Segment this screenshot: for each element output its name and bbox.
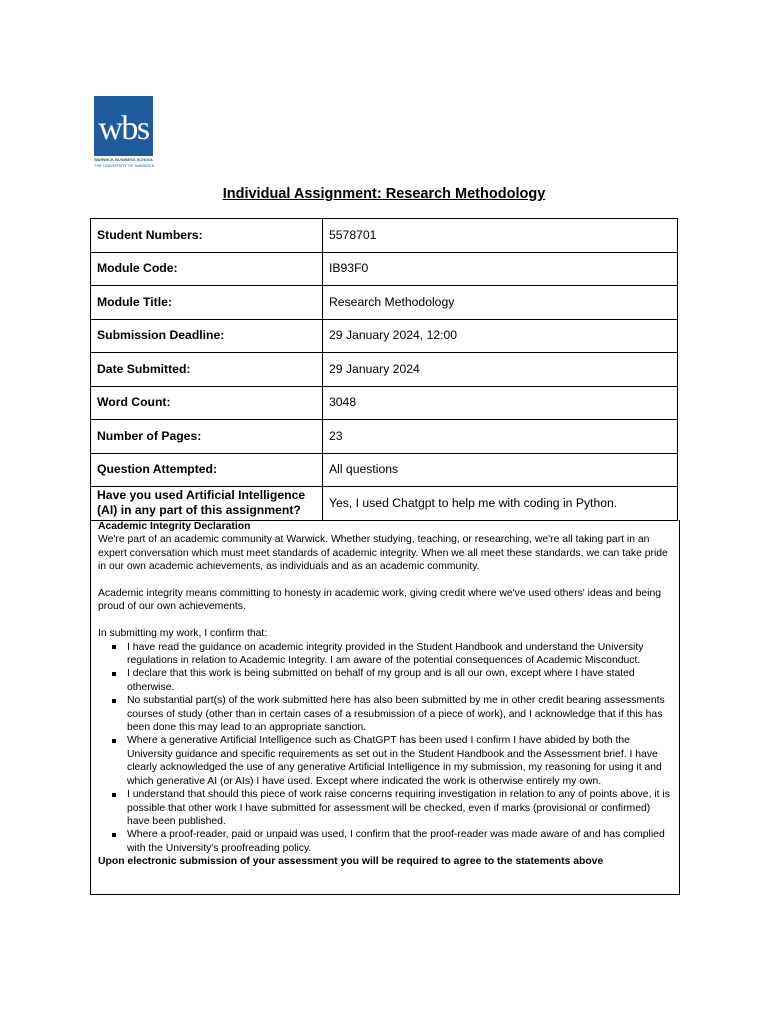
row-value: All questions xyxy=(323,453,678,487)
row-label: Module Code: xyxy=(91,252,323,286)
table-row xyxy=(91,453,678,487)
row-value: 29 January 2024 xyxy=(323,353,678,387)
list-item: I understand that should this piece of work raise concerns requiring investigation in relation to any of points above, it is possible that other work I have submitted for assessment will be checked, even if marks (provisional or confirmed) have been published. xyxy=(127,788,672,828)
row-label: Question Attempted: xyxy=(91,453,323,487)
logo-subtitle-school: WARWICK BUSINESS SCHOOL xyxy=(94,157,154,162)
row-value: 29 January 2024, 12:00 xyxy=(323,319,678,353)
assignment-info-table xyxy=(90,218,678,521)
row-label: Date Submitted: xyxy=(91,353,323,387)
table-row-ai-usage xyxy=(91,487,678,521)
row-label: Module Title: xyxy=(91,286,323,320)
list-item: No substantial part(s) of the work submitted here has also been submitted by me in other credit bearing assessments courses of study (other than in certain cases of a resubmission of a piece of work), and I acknowledge that if this has been done this may lead to an appropriate sanction. xyxy=(127,694,672,734)
table-row xyxy=(91,219,678,253)
table-row xyxy=(91,319,678,353)
declaration-footer: Upon electronic submission of your assessment you will be required to agree to the statements above xyxy=(98,856,604,868)
row-label: Word Count: xyxy=(91,386,323,420)
table-row xyxy=(91,353,678,387)
row-value: Research Methodology xyxy=(323,286,678,320)
table-row xyxy=(91,386,678,420)
logo-subtitle-university: THE UNIVERSITY OF WARWICK xyxy=(94,163,155,168)
list-item: I have read the guidance on academic integrity provided in the Student Handbook and understand the University regulations in relation to Academic Integrity. I am aware of the potential consequences of Academic Misconduct. xyxy=(127,641,672,668)
logo-text: wbs xyxy=(98,110,149,147)
row-value: 3048 xyxy=(323,386,678,420)
row-value: 23 xyxy=(323,420,678,454)
list-item: Where a generative Artificial Intelligence such as ChatGPT has been used I confirm I have abided by both the University guidance and specific requirements as set out in the Student Handbook and the Assessment brief. I have clearly acknowledged the use of any generative Artificial Intelligence in my submission, my reasoning for using it and which generative AI (or AIs) I have used. Except where indicated the work is otherwise entirely my own. xyxy=(127,734,672,788)
row-value: IB93F0 xyxy=(323,252,678,286)
row-label: Have you used Artificial Intelligence (AI) in any part of this assignment? xyxy=(91,487,323,521)
row-value: 5578701 xyxy=(323,219,678,253)
row-label: Number of Pages: xyxy=(91,420,323,454)
declaration-intro: In submitting my work, I confirm that: xyxy=(98,628,268,640)
table-row xyxy=(91,420,678,454)
row-value: Yes, I used Chatgpt to help me with coding in Python. xyxy=(323,487,678,521)
declaration-paragraph: We're part of an academic community at Warwick. Whether studying, teaching, or researching, we're all taking part in an expert conversation which must meet standards of academic integrity. When we all meet these standards, we can take pride in our own academic achievements, as individuals and as an academic community. xyxy=(98,534,668,573)
table-row xyxy=(91,252,678,286)
list-item: Where a proof-reader, paid or unpaid was used, I confirm that the proof-reader was made aware of and has complied with the University's proofreading policy. xyxy=(127,828,672,855)
declaration-list xyxy=(98,641,672,856)
document-title: Individual Assignment: Research Methodology xyxy=(222,186,546,202)
declaration-heading: Academic Integrity Declaration xyxy=(98,521,251,532)
row-label: Submission Deadline: xyxy=(91,319,323,353)
row-label: Student Numbers: xyxy=(91,219,323,253)
academic-integrity-declaration xyxy=(90,520,680,895)
declaration-paragraph: Academic integrity means committing to honesty in academic work, giving credit where we've used others' ideas and being proud of our own achievements. xyxy=(98,588,662,613)
list-item: I declare that this work is being submitted on behalf of my group and is all our own, except where I have stated otherwise. xyxy=(127,667,672,694)
wbs-logo xyxy=(94,96,153,156)
table-row xyxy=(91,286,678,320)
